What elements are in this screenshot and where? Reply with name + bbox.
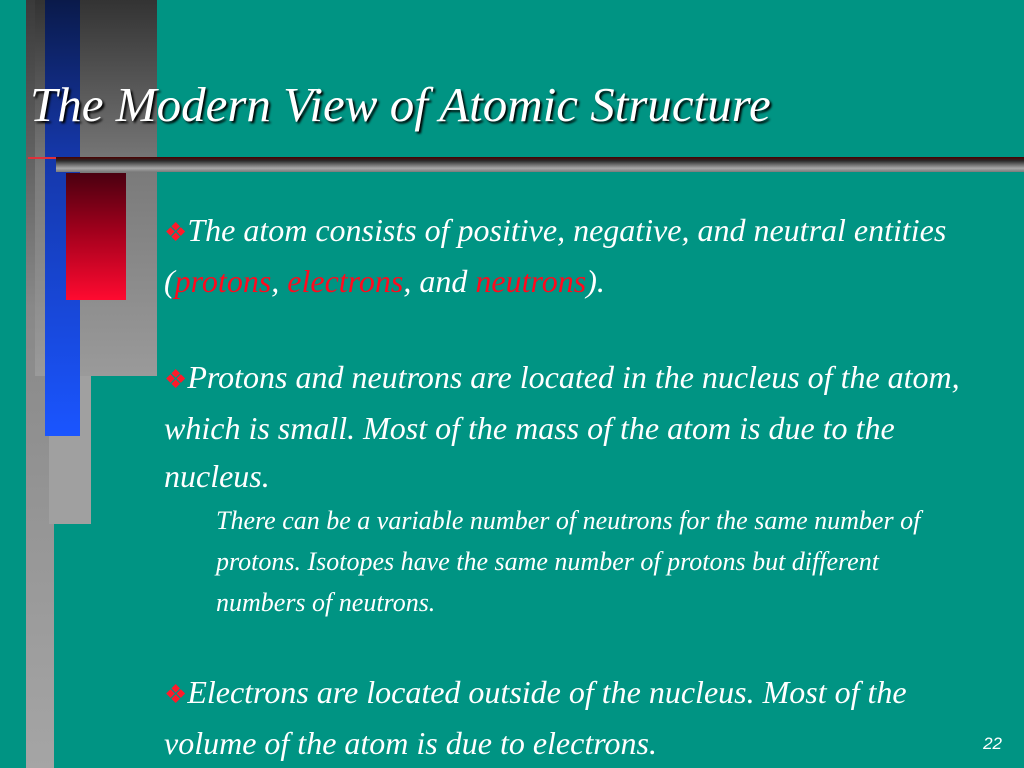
bullet-diamond-icon: ❖ [164,218,188,247]
bullet-atom-composition [164,206,984,305]
slide-title: The Modern View of Atomic Structure [30,77,771,132]
bullet-text: The atom consists of positive, negative, and neutral entities ( [164,212,947,299]
term-neutrons: neutrons [475,263,587,299]
spacer [164,305,984,353]
page-number: 22 [983,734,1002,753]
separator-text: , [271,263,288,299]
slide-body [164,206,984,767]
bullet-diamond-icon: ❖ [164,365,188,394]
separator-text: , and [403,263,476,299]
bullet-diamond-icon: ❖ [164,680,188,709]
title-underline-rule [56,157,1024,172]
bullet-text: Protons and neutrons are located in the nucleus of the atom, which is small. Most of the mass of the atom is due to the nucleus. [164,359,960,494]
term-electrons: electrons [287,263,404,299]
spacer [164,623,984,668]
term-protons: protons [174,263,272,299]
sub-point-isotopes: There can be a variable number of neutrons for the same number of protons. Isotopes have the same number of protons but different numbers of neutrons. [216,506,921,617]
bullet-electrons [164,668,984,767]
decor-red-bar [66,173,126,300]
bullet-nucleus [164,353,984,500]
bullet-text: Electrons are located outside of the nucleus. Most of the volume of the atom is due to electrons. [164,674,907,761]
closing-text: ). [586,263,605,299]
